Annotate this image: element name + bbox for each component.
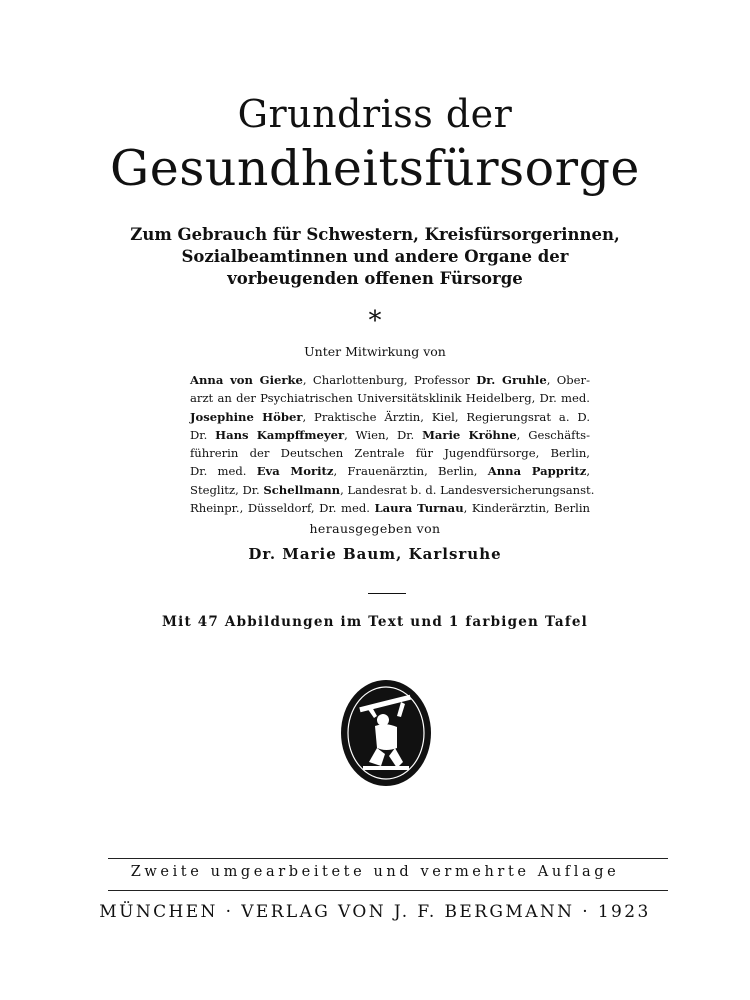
contributor-name: Laura Turnau — [374, 501, 464, 516]
contributor-name: Marie Kröhne — [422, 427, 517, 442]
contributors-line — [190, 408, 590, 426]
contributors-block — [190, 371, 595, 517]
editor-name: Dr. Marie Baum, Karlsruhe — [248, 545, 502, 563]
contributor-name: Josephine Höber — [190, 409, 303, 424]
publisher-emblem-icon — [339, 678, 433, 788]
contributors-line — [190, 462, 590, 480]
edition-statement: Zweite umgearbeitete und vermehrte Auflage — [130, 864, 620, 880]
contributors-line — [190, 371, 590, 389]
subtitle-line: Zum Gebrauch für Schwestern, Kreisfürsorgerinnen, — [130, 225, 620, 244]
contributor-text: , Wien, Dr. — [344, 427, 423, 442]
contributor-text: , Kinderärztin, Berlin — [463, 501, 590, 516]
contributor-text: , Geschäfts- — [516, 427, 590, 442]
contributor-text: , Frauenärztin, Berlin, — [333, 464, 488, 479]
contributor-name: Anna Pappritz — [487, 464, 587, 479]
contributor-text: , Landesrat b. d. Landesversicherungsanst. — [340, 482, 595, 497]
contributor-text: Steglitz, Dr. — [190, 482, 264, 497]
asterisk-ornament: * — [368, 306, 382, 336]
contributors-line: führerin der Deutschen Zentrale für Jugendfürsorge, Berlin, — [190, 446, 590, 461]
contributor-text: , Charlottenburg, Professor — [302, 373, 477, 387]
contributors-line — [190, 499, 590, 517]
contributor-name: Eva Moritz — [256, 464, 334, 479]
contributor-text: , — [586, 464, 590, 479]
edition-rule-bottom — [108, 890, 668, 891]
contributors-line — [190, 481, 595, 499]
contributor-name: Dr. Gruhle — [476, 373, 547, 387]
contributors-line: arzt an der Psychiatrischen Universitätsklinik Heidelberg, Dr. med. — [190, 391, 590, 406]
contributor-text: Dr. med. — [190, 464, 257, 479]
publisher-imprint: MÜNCHEN · VERLAG VON J. F. BERGMANN · 1923 — [99, 902, 651, 922]
subtitle-line: Sozialbeamtinnen und andere Organe der — [181, 247, 569, 266]
contributor-text: , Praktische Ärztin, Kiel, Regierungsrat a. D. — [302, 409, 590, 424]
contributor-text: Rheinpr., Düsseldorf, Dr. med. — [190, 501, 375, 516]
contributor-text: , Ober- — [546, 373, 590, 387]
short-divider — [368, 593, 406, 594]
illustrations-note: Mit 47 Abbildungen im Text und 1 farbigen Tafel — [162, 614, 588, 630]
title-line-1: Grundriss der — [237, 92, 513, 136]
contributor-name: Hans Kampffmeyer — [215, 427, 345, 442]
herausgegeben-label: herausgegeben von — [309, 521, 441, 536]
title-line-2: Gesundheitsfürsorge — [110, 140, 640, 197]
subtitle-line: vorbeugenden offenen Fürsorge — [227, 269, 523, 288]
contributors-line — [190, 426, 590, 444]
edition-rule-top — [108, 858, 668, 859]
subtitle — [0, 224, 750, 290]
contributor-name: Schellmann — [263, 482, 341, 497]
contributor-text: Dr. — [190, 427, 216, 442]
contributor-name: Anna von Gierke — [190, 373, 303, 387]
under-mitwirkung-label: Unter Mitwirkung von — [304, 344, 446, 359]
